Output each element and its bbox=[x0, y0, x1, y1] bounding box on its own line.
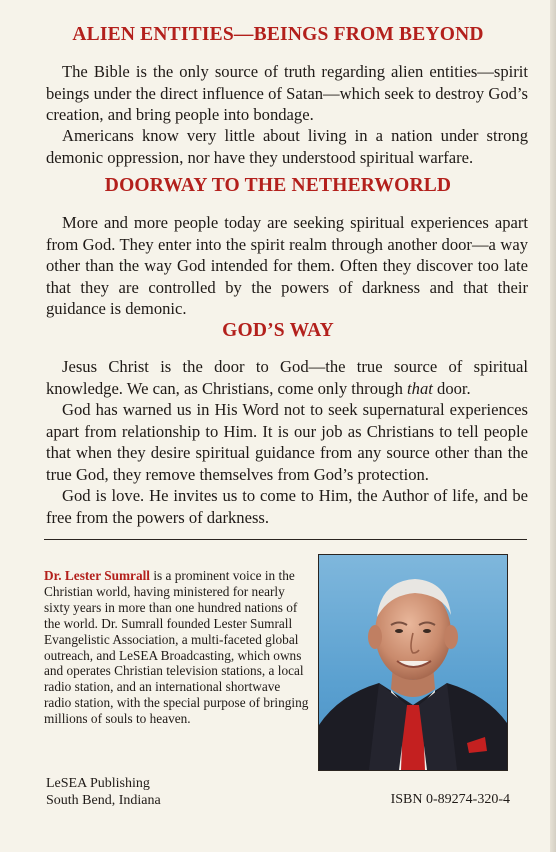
author-bio bbox=[44, 568, 310, 727]
publisher-location: South Bend, Indiana bbox=[46, 792, 161, 808]
publisher-name: LeSEA Publishing bbox=[46, 776, 150, 791]
paragraph-gods-way-2: God has warned us in His Word not to seek supernatural experiences apart from relationship to Him. It is our job as Christians to tell people that when they desire spiritual guidance from any source other than the true God, they remove themselves from God’s protection. bbox=[46, 400, 528, 484]
section-heading-doorway: DOORWAY TO THE NETHERWORLD bbox=[104, 175, 452, 196]
publisher-info bbox=[46, 776, 161, 809]
isbn-number: ISBN 0-89274-320-4 bbox=[390, 792, 510, 807]
author-bio-text: is a prominent voice in the Christian world, having ministered for nearly sixty years in more than one hundred nations of the world. Dr. Sumrall founded Lester Sumrall Evangelistic Association, a multi-faceted global outreach, and LeSEA Broadcasting, which owns and operates Christian television stations, a local radio station, and an international shortwave radio station, with the special purpose of bringing millions of souls to heaven. bbox=[44, 568, 309, 727]
paragraph-alien-entities-1: The Bible is the only source of truth regarding alien entities—spirit beings under the direct influence of Satan—which seek to destroy God’s creation, and bring people into bondage. bbox=[46, 62, 528, 124]
paragraph-alien-entities-2: Americans know very little about living in a nation under strong demonic oppression, nor have they understood spiritual warfare. bbox=[46, 126, 528, 167]
paragraph-gods-way-1-end: door. bbox=[432, 378, 471, 398]
cover-edge bbox=[550, 0, 556, 852]
paragraph-doorway-1: More and more people today are seeking spiritual experiences apart from God. They enter into the spirit realm through another door—a way other than the way God intended for them. Often they discover too late that they are controlled by the powers of darkness and that their guidance is demonic. bbox=[46, 213, 528, 318]
section-heading-alien-entities: ALIEN ENTITIES—BEINGS FROM BEYOND bbox=[72, 24, 484, 45]
paragraph-gods-way-1-emphasis: that bbox=[407, 378, 433, 398]
section-heading-gods-way: GOD’S WAY bbox=[222, 320, 334, 341]
author-photo bbox=[318, 554, 508, 771]
author-name: Dr. Lester Sumrall bbox=[44, 568, 150, 583]
paragraph-gods-way-1 bbox=[46, 356, 528, 399]
divider-rule bbox=[44, 539, 527, 540]
paragraph-gods-way-1-text: Jesus Christ is the door to God—the true source of spiritual knowledge. We can, as Christians, come only through bbox=[46, 357, 528, 398]
author-portrait-illustration bbox=[319, 555, 507, 770]
paragraph-gods-way-3: God is love. He invites us to come to Him, the Author of life, and be free from the powers of darkness. bbox=[46, 486, 528, 527]
